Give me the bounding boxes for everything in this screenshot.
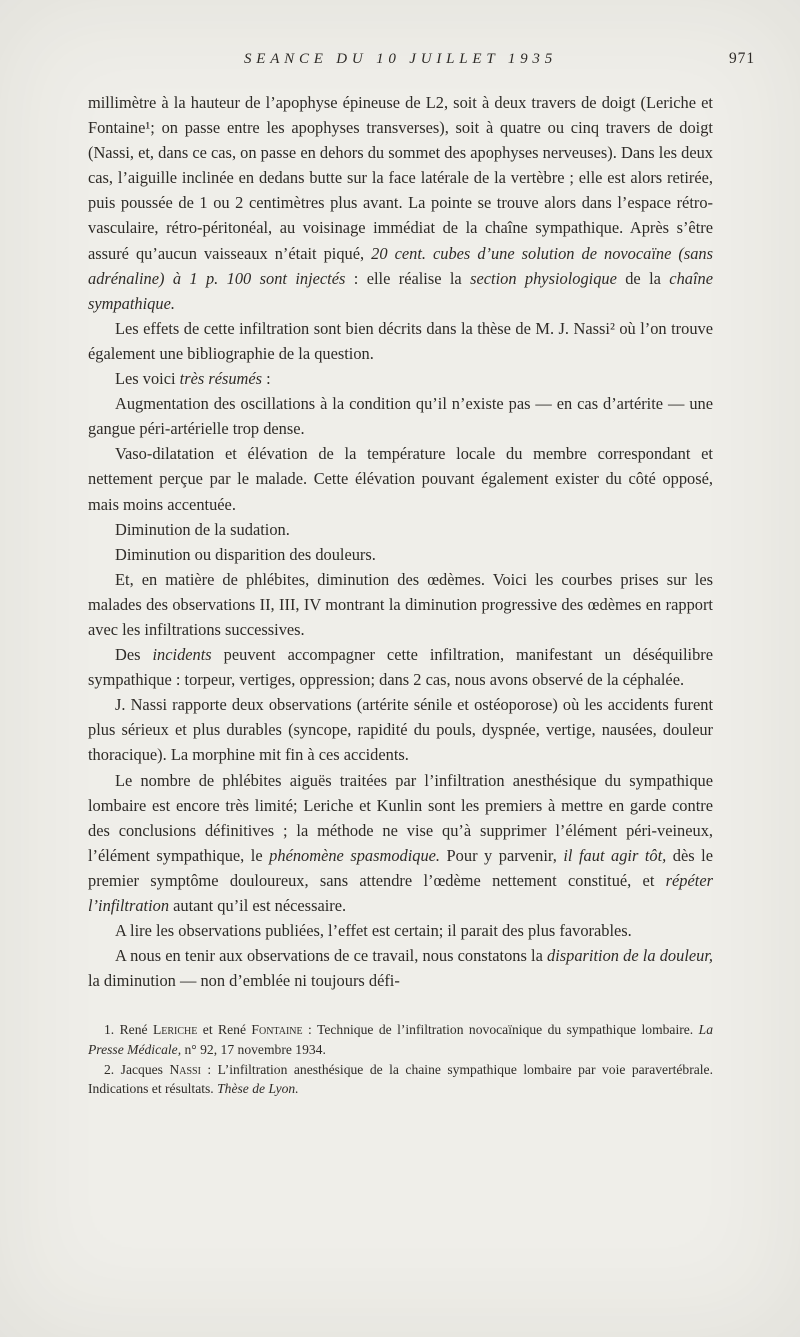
paragraph (88, 943, 713, 993)
emphasis-text: incidents (152, 645, 212, 665)
paragraph (88, 517, 713, 542)
text-run: : (262, 369, 271, 389)
text-run: A nous en tenir aux observations de ce travail, nous constatons la (115, 946, 548, 966)
text-run: 2. Jacques (104, 1061, 170, 1077)
footnotes (88, 1020, 713, 1098)
body-text (88, 90, 713, 993)
footnote (88, 1020, 713, 1059)
smallcaps-name: Leriche (152, 1022, 198, 1038)
text-run: : Technique de l’infiltration novocaïnique du sympathique lombaire. (302, 1022, 699, 1038)
text-run: de la (616, 268, 670, 288)
smallcaps-name: Fontaine (251, 1022, 303, 1038)
emphasis-text: il faut agir tôt, (563, 845, 667, 865)
emphasis-text: phénomène spasmodique. (269, 845, 441, 865)
emphasis-text: Thèse de Lyon. (217, 1081, 299, 1097)
paragraph (88, 918, 713, 943)
text-run: peuvent accompagner cette infiltration, manifestant un déséquilibre sympathique : torpeur, vertiges, oppression; dans 2 cas, nous avons observé de la céphalée. (88, 645, 713, 690)
text-run: Les effets de cette infiltration sont bien décrits dans la thèse de M. J. Nassi² où l’on trouve également une bibliographie de la question. (88, 318, 713, 363)
paragraph (88, 692, 713, 767)
text-run: Les voici (115, 369, 180, 389)
emphasis-text: section physiologique (470, 268, 617, 288)
paragraph (88, 542, 713, 567)
text-run: dès le premier symptôme douloureux, sans attendre l’œdème nettement constitué, et (88, 845, 714, 890)
paragraph (88, 366, 713, 391)
paragraph (88, 391, 713, 441)
page-header (88, 50, 755, 72)
text-run: Et, en matière de phlébites, diminution des œdèmes. Voici les courbes prises sur les malades des observations II, III, IV montrant la diminution progressive des œdèmes en rapport avec les infiltrations successives. (88, 569, 713, 639)
text-run: Diminution de la sudation. (115, 519, 290, 539)
text-run: la diminution — non d’emblée ni toujours défi- (88, 971, 400, 991)
text-run: et René (197, 1022, 252, 1038)
text-run: Des (115, 645, 153, 665)
paragraph (88, 316, 713, 366)
text-run: A lire les observations publiées, l’effet est certain; il parait des plus favorables. (115, 921, 632, 941)
page-number: 971 (728, 50, 755, 67)
paragraph (88, 768, 713, 919)
smallcaps-name: Nassi (169, 1061, 201, 1077)
text-run: 1. René (104, 1022, 153, 1038)
emphasis-text: chaîne sympathique. (88, 268, 713, 313)
text-run: Vaso-dilatation et élévation de la température locale du membre correspondant et nettement perçue par le malade. Cette élévation pouvant également exister du côté opposé, mais moins accentuée. (88, 444, 713, 514)
emphasis-text: très résumés (179, 369, 263, 389)
paragraph (88, 567, 713, 642)
paragraph (88, 90, 713, 316)
text-run: J. Nassi rapporte deux observations (artérite sénile et ostéoporose) où les accidents furent plus sérieux et plus durables (syncope, rapidité du pouls, dyspnée, vertige, nausées, douleur thoracique). La morphine mit fin à ces accidents. (88, 695, 713, 765)
emphasis-text: répéter l’infiltration (88, 870, 713, 915)
text-run: Diminution ou disparition des douleurs. (115, 544, 376, 564)
running-title: SEANCE DU 10 JUILLET 1935 (243, 51, 558, 67)
paragraph (88, 642, 713, 692)
emphasis-text: 20 cent. cubes d’une solution de novocaïne (sans adrénaline) à 1 p. 100 sont injectés (88, 243, 713, 288)
text-run: : elle réalise la (345, 268, 471, 288)
text-run: : L’infiltration anesthésique de la chaine sympathique lombaire par voie paravertébrale. Indications et résultats. (88, 1061, 713, 1097)
text-run: Augmentation des oscillations à la condition qu’il n’existe pas — en cas d’artérite — une gangue péri-artérielle trop dense. (88, 394, 713, 439)
text-run: millimètre à la hauteur de l’apophyse épineuse de L2, soit à deux travers de doigt (Leriche et Fontaine¹; on passe entre les apophyses transverses), soit à quatre ou cinq travers de doigt (Nassi, et, dans ce cas, on passe en dehors du sommet des apophyses nerveuses). Dans les deux cas, l’aiguille inclinée en dedans butte sur la face latérale de la vertèbre ; elle est alors retirée, puis poussée de 1 ou 2 centimètres plus avant. La pointe se trouve alors dans l’espace rétro-vasculaire, rétro-péritonéal, au voisinage immédiat de la chaîne sympathique. Après s’être assuré qu’aucun vaisseaux n’était piqué, (88, 93, 713, 263)
text-run: Le nombre de phlébites aiguës traitées par l’infiltration anesthésique du sympathique lombaire est encore très limité; Leriche et Kunlin sont les premiers à mettre en garde contre des conclusions définitives ; la méthode ne vise qu’à supprimer l’élément péri-veineux, l’élément sympathique, le (88, 770, 713, 865)
emphasis-text: disparition de la douleur, (547, 946, 714, 966)
text-run: n° 92, 17 novembre 1934. (181, 1041, 326, 1057)
paragraph (88, 441, 713, 516)
text-run: Pour y parvenir, (440, 845, 564, 865)
text-run: autant qu’il est nécessaire. (169, 896, 347, 915)
emphasis-text: La Presse Médicale, (88, 1022, 713, 1057)
footnote (88, 1060, 713, 1099)
